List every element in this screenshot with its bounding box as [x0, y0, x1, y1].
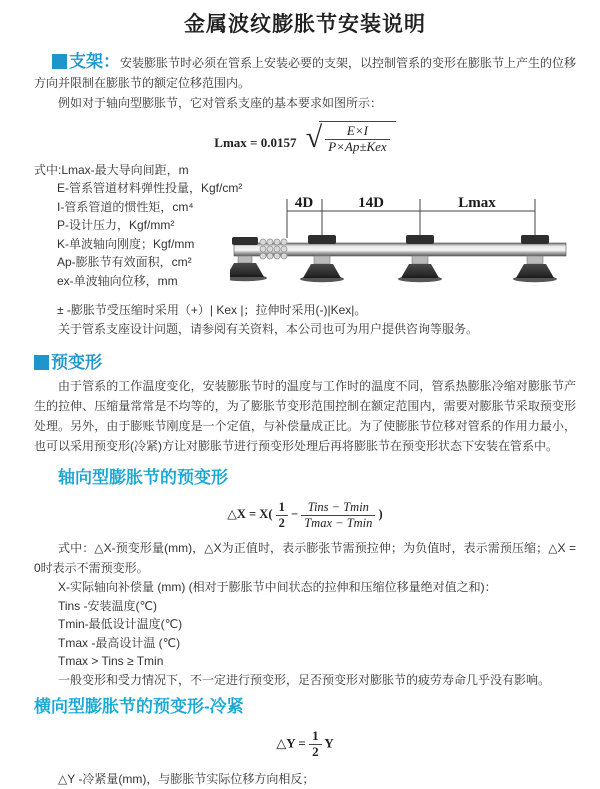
temp-fraction-denominator: Tmax − Tmin	[304, 515, 373, 530]
dim-label-14d: 14D	[358, 194, 384, 211]
minus-sign: −	[290, 507, 299, 522]
lmax-formula-lhs: Lmax = 0.0157	[214, 134, 297, 150]
axial-formula-rhs: )	[378, 507, 383, 522]
axial-line: Tmax -最高设计温 (℃)	[58, 635, 181, 650]
lateral-subsection-heading: 横向型膨胀节的预变形-冷紧	[34, 697, 244, 717]
support-note: 关于管系支座设计问题，请参阅有关资料，本公司也可为用户提供咨询等服务。	[58, 322, 479, 337]
definition-line: 式中:Lmax-最大导向间距，m	[34, 162, 189, 177]
axial-line: Tmax > Tins ≥ Tmin	[58, 654, 164, 669]
lateral-formula-rhs: Y	[324, 735, 334, 751]
pipe-support-diagram	[230, 191, 590, 293]
guide-support	[398, 235, 442, 282]
lmax-fraction-numerator: E×I	[325, 124, 390, 140]
half-denominator: 2	[278, 515, 285, 530]
definition-line: ex-单波轴向位移，mm	[57, 273, 178, 288]
lateral-formula-lhs: △Y =	[276, 735, 306, 751]
support-section-heading: 支架：	[69, 52, 120, 71]
support-intro-paragraph	[34, 52, 576, 93]
support-intro-text: 安装膨胀节时必须在管系上安装必要的支架，以控制管系的变形在膨胀节上产生的位移方向并限制在膨胀节的额定位移范围内。	[34, 56, 577, 90]
lmax-fraction	[325, 124, 390, 155]
blue-square-icon	[52, 54, 67, 69]
axial-line: Tins -安装温度(℃)	[58, 598, 158, 613]
radicand	[319, 121, 396, 155]
definition-line: E-管系管道材料弹性投量，Kgf/cm²	[57, 181, 243, 196]
dim-label-4d: 4D	[294, 194, 314, 211]
guide-support	[513, 235, 557, 282]
axial-line: X-实际轴向补偿量 (mm) (相对于膨胀节中间状态的拉伸和压缩位移量绝对值之和)：	[58, 580, 497, 595]
axial-formula-lhs: △X = X(	[227, 507, 273, 522]
lmax-fraction-denominator: P×Ap±Kex	[328, 138, 387, 154]
half-numerator: 1	[309, 729, 322, 745]
definition-line: P-设计压力，Kgf/mm²	[57, 218, 175, 233]
radical-group	[306, 121, 396, 155]
definition-line: Ap-膨胀节有效面积，cm²	[57, 255, 192, 270]
one-half-fraction	[276, 500, 288, 530]
axial-subsection-heading: 轴向型膨胀节的预变形	[58, 468, 228, 488]
axial-line: Tmin-最低设计温度(℃)	[58, 617, 183, 632]
definition-line-plusminus: ± -膨胀节受压缩时采用（+）| Kex |；拉伸时采用(-)|Kex|。	[57, 302, 367, 317]
axial-explain: 式中：△X-预变形量(mm)，△X为正值时，表示膨张节需预拉伸；为负值时，表示需预压缩；△X = 0时表示不需预变形。	[34, 541, 576, 576]
definition-line: K-单波轴向刚度；Kgf/mm	[57, 236, 195, 251]
temperature-fraction	[301, 500, 375, 530]
lateral-formula	[34, 729, 576, 760]
lateral-explain: △Y -冷紧量(mm)，与膨胀节实际位移方向相反；	[58, 772, 315, 786]
definitions-and-diagram	[34, 161, 576, 301]
axial-formula	[34, 500, 576, 530]
dim-label-lmax: Lmax	[458, 194, 496, 211]
radical-sign: √	[305, 120, 323, 154]
guide-support	[300, 235, 344, 282]
half-denominator: 2	[312, 744, 319, 760]
blue-square-icon	[34, 355, 49, 370]
definition-line: I-管系管道的惯性矩，cm⁴	[57, 199, 194, 214]
axial-line: 一般变形和受力情况下，不一定进行预变形，足否预变形对膨胀节的疲劳寿命几乎没有影响。	[58, 672, 551, 687]
predeform-section-heading: 预变形	[51, 353, 102, 373]
temp-fraction-numerator: Tins − Tmin	[301, 500, 375, 515]
predeform-paragraph: 由于管系的工作温度变化，安装膨胀节时的温度与工作时的温度不同，管系热膨胀冷缩对膨胀节产生的拉伸、压缩量常常是不均等的，为了膨胀节变形范围控制在额定范围内，需要对膨胀节采取预变形处理。另外，由于膨账节刚度是一个定值，与补偿量成正比。为了使膨胀节位移对管系的作用力最小，也可以采用预变形(冷紧)方让对膨胀节进行预变形处理后再将膨胀节在预变形状态下安装在管系中。	[34, 379, 576, 454]
page-title: 金属波纹膨胀节安装说明	[184, 13, 426, 36]
one-half-fraction	[309, 729, 322, 760]
predeform-heading-row	[34, 353, 576, 374]
half-numerator: 1	[276, 500, 288, 515]
support-example-line: 例如对于轴向型膨胀节，它对管系支座的基本要求如图所示：	[58, 96, 383, 110]
lmax-formula	[34, 121, 576, 155]
